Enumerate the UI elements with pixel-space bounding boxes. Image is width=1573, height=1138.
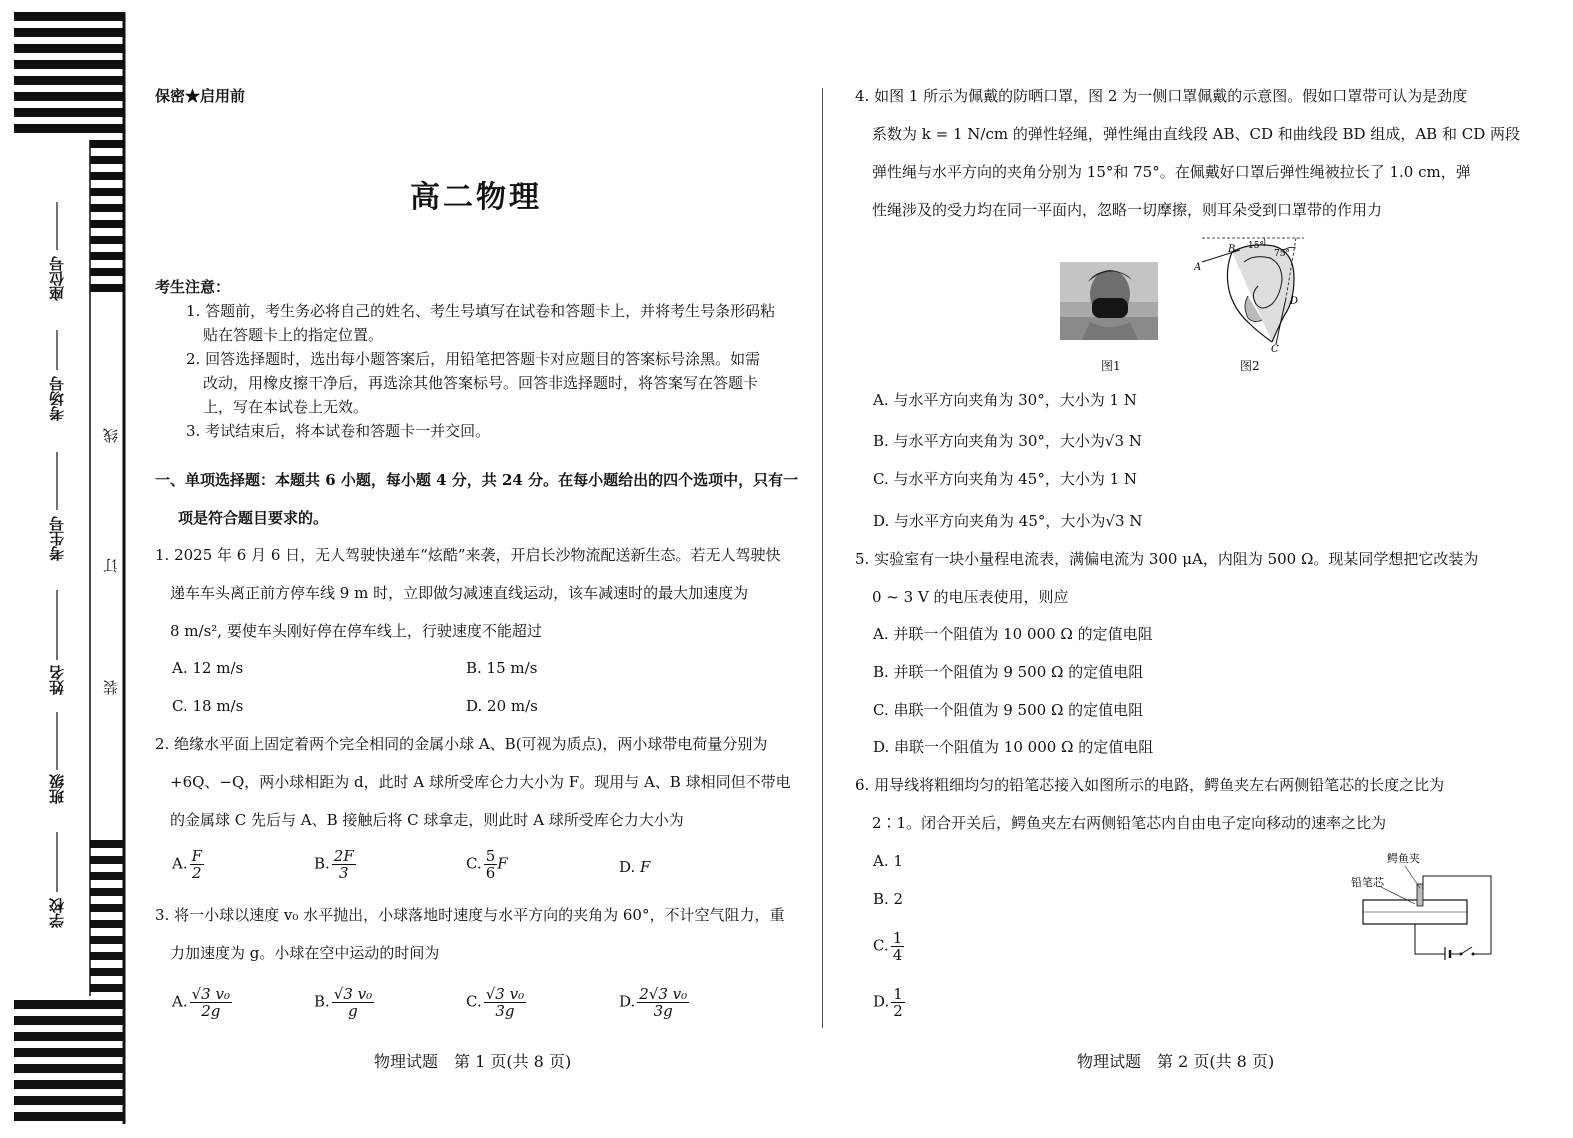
q4-option-a: A. 与水平方向夹角为 30°，大小为 1 N [873,391,1137,409]
q4-stem: 弹性绳与水平方向的夹角分别为 15°和 75°。在佩戴好口罩后弹性绳被拉长了 1.0 cm，弹 [872,163,1471,181]
q5-option-d: D. 串联一个阻值为 10 000 Ω 的定值电阻 [873,738,1154,756]
q5-option-a: A. 并联一个阻值为 10 000 Ω 的定值电阻 [873,625,1153,643]
q6-stem: 6. 用导线将粗细均匀的铅笔芯接入如图所示的电路，鳄鱼夹左右两侧铅笔芯的长度之比为 [855,776,1445,794]
notice-line: 2. 回答选择题时，选出每小题答案后，用铅笔把答题卡对应题目的答案标号涂黑。如需 [186,350,761,368]
fig2-angle-15: 15° [1248,241,1264,251]
binding-line-char: 线 [102,428,120,443]
exam-room-label: 考场号 [48,376,66,421]
q5-option-c: C. 串联一个阻值为 9 500 Ω 的定值电阻 [873,701,1144,719]
seat-number-label: 座位号 [48,256,66,301]
q3-option-c: C. $\frac{\text{√3 v₀}}{3g}$ [466,985,525,1020]
notice-line: 上，写在本试卷上无效。 [203,398,369,416]
q5-option-b: B. 并联一个阻值为 9 500 Ω 的定值电阻 [873,663,1144,681]
circuit-diagram [1345,846,1501,960]
q4-option-d: D. 与水平方向夹角为 45°，大小为√3 N [873,512,1143,530]
notice-title: 考生注意： [155,278,231,296]
q4-stem: 性绳涉及的受力均在同一平面内，忽略一切摩擦，则耳朵受到口罩带的作用力 [872,201,1383,219]
q6-option-c: C. $\frac{1}{4}$ [873,929,903,964]
figure-1-caption: 图1 [1101,359,1121,373]
figure-2-ear-diagram [1188,232,1308,356]
page-2-footer: 物理试题 第 2 页(共 8 页) [1077,1052,1275,1071]
notice-line: 贴在答题卡上的指定位置。 [203,326,384,344]
confidential-mark: 保密★启用前 [155,87,246,105]
notice-line: 3. 考试结束后，将本试卷和答题卡一并交回。 [186,422,491,440]
section-heading-cont: 项是符合题目要求的。 [178,509,329,527]
fig2-label-b: B [1228,244,1236,255]
q5-stem: 0 ~ 3 V 的电压表使用，则应 [872,588,1069,606]
q1-stem: 递车车头离正前方停车线 9 m 时，立即做匀减速直线运动，该车减速时的最大加速度为 [170,584,749,602]
notice-line: 1. 答题前，考生务必将自己的姓名、考生号填写在试卷和答题卡上，并将考生号条形码粘 [186,302,776,320]
exam-title: 高二物理 [410,180,542,215]
q3-option-d: D. $\frac{\text{2√3 v₀}}{3g}$ [619,985,688,1020]
q2-stem: 的金属球 C 先后与 A、B 接触后将 C 球拿走，则此时 A 球所受库仑力大小为 [170,811,684,829]
q4-option-c: C. 与水平方向夹角为 45°，大小为 1 N [873,470,1138,488]
circuit-clip-label: 鳄鱼夹 [1387,852,1420,865]
q6-option-a: A. 1 [873,852,903,870]
q2-option-a: A. $\frac{F}{2}$ [172,847,203,882]
q1-option-a: A. 12 m/s [172,659,244,677]
notice-line: 改动，用橡皮擦干净后，再选涂其他答案标号。回答非选择题时，将答案写在答题卡 [203,374,759,392]
fig2-label-c: C [1271,344,1279,355]
q6-stem: 2∶1。闭合开关后，鳄鱼夹左右两侧铅笔芯内自由电子定向移动的速率之比为 [872,814,1387,832]
q1-stem: 1. 2025 年 6 月 6 日，无人驾驶快递车“炫酷”来袭，开启长沙物流配送新生态。若无人驾驶快 [155,546,781,564]
figure-2-caption: 图2 [1240,359,1260,373]
binding-bind-char: 装 [102,680,120,695]
q1-option-b: B. 15 m/s [466,659,538,677]
q3-option-a: A. $\frac{\text{√3 v₀}}{2g}$ [172,985,230,1020]
q6-option-b: B. 2 [873,890,904,908]
figure-1-photo [1060,262,1158,340]
q5-stem: 5. 实验室有一块小量程电流表，满偏电流为 300 μA，内阻为 500 Ω。现某同学想把它改装为 [855,550,1479,568]
circuit-lead-label: 铅笔芯 [1351,876,1384,889]
q3-stem: 力加速度为 g。小球在空中运动的时间为 [170,944,440,962]
q4-stem: 4. 如图 1 所示为佩戴的防晒口罩，图 2 为一侧口罩佩戴的示意图。假如口罩带可认为是劲度 [855,87,1468,105]
q1-option-c: C. 18 m/s [172,697,244,715]
name-label: 姓名 [48,665,66,695]
q4-option-b: B. 与水平方向夹角为 30°，大小为√3 N [873,432,1142,450]
fig2-label-d: D [1290,296,1299,307]
q2-option-d: D. F [619,858,651,876]
q4-stem: 系数为 k = 1 N/cm 的弹性轻绳，弹性绳由直线段 AB、CD 和曲线段 BD 组成，AB 和 CD 两段 [872,125,1520,143]
q2-stem: 2. 绝缘水平面上固定着两个完全相同的金属小球 A、B(可视为质点)，两小球带电荷量分别为 [155,735,768,753]
q2-stem: +6Q、−Q，两小球相距为 d，此时 A 球所受库仑力大小为 F。现用与 A、B 球相同但不带电 [170,773,791,791]
binding-staple-char: 订 [102,558,120,573]
school-label: 学校 [48,898,66,928]
q1-option-d: D. 20 m/s [466,697,538,715]
q2-option-b: B. $\frac{2F}{3}$ [314,847,354,882]
student-number-label: 考生号 [48,516,66,561]
fig2-label-a: A [1194,262,1202,273]
column-divider [822,88,823,1028]
q6-option-d: D. $\frac{1}{2}$ [873,985,903,1020]
q3-option-b: B. $\frac{\text{√3 v₀}}{g}$ [314,985,373,1020]
fig2-angle-75: 75° [1274,249,1290,259]
q1-stem: 8 m/s², 要使车头刚好停在停车线上，行驶速度不能超过 [170,622,542,640]
class-label: 班级 [48,774,66,804]
q2-option-c: C. $\frac{5}{6}$ F [466,847,508,882]
section-heading: 一、单项选择题：本题共 6 小题，每小题 4 分，共 24 分。在每小题给出的四个选项中，只有一 [155,471,799,489]
page-1-footer: 物理试题 第 1 页(共 8 页) [374,1052,572,1071]
q3-stem: 3. 将一小球以速度 v₀ 水平抛出，小球落地时速度与水平方向的夹角为 60°，不计空气阻力，重 [155,906,785,924]
